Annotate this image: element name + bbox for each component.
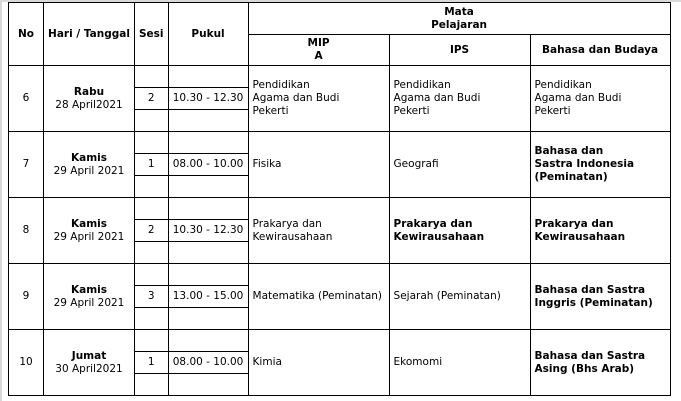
- row-sesi-empty-cell: [135, 132, 169, 154]
- row-subject-bahasa-line: Kewirausahaan: [534, 230, 626, 243]
- row-no-cell: 7: [9, 132, 44, 198]
- row-subject-bahasa-line: Asing (Bhs Arab): [534, 362, 635, 375]
- row-hari-tanggal-cell: [44, 330, 135, 396]
- row-day: Kamis: [70, 217, 107, 230]
- row-date: 29 April 2021: [53, 164, 125, 177]
- row-day: Kamis: [70, 283, 107, 296]
- row-pukul-empty-cell: [168, 66, 248, 88]
- row-day: Rabu: [73, 85, 105, 98]
- row-subject-mipa-line: Pekerti: [252, 105, 289, 117]
- row-subject-mipa: [248, 330, 389, 396]
- row-subject-mipa: [248, 264, 389, 330]
- row-subject-mipa-line: Kewirausahaan: [252, 230, 333, 243]
- row-subject-ips-line: Sejarah (Peminatan): [393, 290, 501, 302]
- row-pukul-cell: 10.30 - 12.30: [168, 220, 248, 242]
- header-mata-pelajaran-line2: Pelajaran: [431, 18, 488, 31]
- table-row: [9, 66, 671, 88]
- row-subject-bahasa: [530, 264, 670, 330]
- row-day: Jumat: [71, 349, 107, 362]
- row-subject-bahasa-line: Bahasa dan Sastra: [534, 283, 646, 296]
- row-pukul-cell: 10.30 - 12.30: [168, 88, 248, 110]
- table-row: [9, 264, 671, 286]
- table-row: [9, 198, 671, 220]
- row-pukul-empty-cell: [168, 308, 248, 330]
- row-subject-bahasa: [530, 330, 670, 396]
- row-date: 29 April 2021: [53, 296, 125, 309]
- row-subject-bahasa-line: Sastra Indonesia: [534, 158, 635, 170]
- row-subject-mipa-line: Pendidikan: [252, 79, 310, 91]
- row-pukul-empty-cell: [168, 330, 248, 352]
- row-sesi-empty-cell: [135, 308, 169, 330]
- row-pukul-cell: 13.00 - 15.00: [168, 286, 248, 308]
- row-sesi-empty-cell: [135, 264, 169, 286]
- row-subject-bahasa: [530, 66, 670, 132]
- row-date: 28 April2021: [55, 98, 123, 111]
- header-mata-pelajaran-line1: Mata: [444, 5, 474, 18]
- header-no: No: [9, 3, 44, 66]
- row-subject-mipa-line: Kimia: [252, 356, 282, 368]
- row-subject-bahasa-line: Bahasa dan: [534, 145, 604, 157]
- table-row: [9, 330, 671, 352]
- row-sesi-empty-cell: [135, 242, 169, 264]
- row-subject-mipa-line: Matematika (Peminatan): [252, 290, 383, 302]
- row-subject-bahasa-line: (Peminatan): [534, 171, 608, 183]
- row-subject-mipa: [248, 66, 389, 132]
- row-hari-tanggal-cell: [44, 264, 135, 330]
- row-subject-ips: [389, 198, 530, 264]
- row-subject-ips-line: Agama dan Budi: [393, 92, 481, 104]
- row-sesi-cell: 3: [135, 286, 169, 308]
- header-ips: IPS: [389, 35, 530, 66]
- row-sesi-empty-cell: [135, 110, 169, 132]
- row-subject-mipa-line: Agama dan Budi: [252, 92, 340, 104]
- row-pukul-empty-cell: [168, 110, 248, 132]
- row-pukul-empty-cell: [168, 374, 248, 396]
- row-date: 30 April2021: [55, 362, 123, 375]
- row-pukul-cell: 08.00 - 10.00: [168, 352, 248, 374]
- header-sesi: Sesi: [135, 3, 169, 66]
- header-bahasa-budaya: Bahasa dan Budaya: [530, 35, 670, 66]
- row-subject-ips-line: Prakarya dan: [393, 217, 473, 230]
- row-subject-mipa: [248, 198, 389, 264]
- row-subject-ips: [389, 330, 530, 396]
- row-subject-ips: [389, 66, 530, 132]
- row-hari-tanggal-cell: [44, 198, 135, 264]
- row-subject-bahasa-line: Prakarya dan: [534, 217, 614, 230]
- row-sesi-empty-cell: [135, 330, 169, 352]
- table-row: [9, 132, 671, 154]
- row-no-cell: 6: [9, 66, 44, 132]
- header-pukul: Pukul: [168, 3, 248, 66]
- row-date: 29 April 2021: [53, 230, 125, 243]
- header-mipa: [248, 35, 389, 66]
- row-hari-tanggal-cell: [44, 132, 135, 198]
- row-no-cell: 10: [9, 330, 44, 396]
- row-subject-bahasa-line: Pendidikan: [534, 79, 592, 91]
- header-mata-pelajaran: [248, 3, 670, 35]
- row-subject-ips: [389, 264, 530, 330]
- row-subject-bahasa-line: Agama dan Budi: [534, 92, 622, 104]
- row-subject-bahasa-line: Pekerti: [534, 105, 571, 117]
- row-subject-ips-line: Ekomomi: [393, 356, 443, 368]
- header-hari-tanggal: Hari / Tanggal: [44, 3, 135, 66]
- row-subject-mipa-line: Prakarya dan: [252, 217, 322, 230]
- row-subject-ips-line: Pendidikan: [393, 79, 451, 91]
- row-subject-mipa-line: Fisika: [252, 158, 282, 170]
- row-pukul-cell: 08.00 - 10.00: [168, 154, 248, 176]
- row-sesi-empty-cell: [135, 176, 169, 198]
- row-hari-tanggal-cell: [44, 66, 135, 132]
- row-subject-bahasa: [530, 132, 670, 198]
- row-pukul-empty-cell: [168, 264, 248, 286]
- header-mipa-line2: A: [314, 50, 323, 62]
- sheet-edge-left: [0, 0, 2, 401]
- exam-schedule-table: [8, 2, 671, 396]
- row-pukul-empty-cell: [168, 242, 248, 264]
- row-subject-ips-line: Geografi: [393, 158, 439, 170]
- row-no-cell: 8: [9, 198, 44, 264]
- row-pukul-empty-cell: [168, 176, 248, 198]
- row-subject-ips-line: Kewirausahaan: [393, 230, 485, 243]
- row-subject-bahasa-line: Inggris (Peminatan): [534, 296, 653, 309]
- row-sesi-cell: 2: [135, 220, 169, 242]
- row-sesi-empty-cell: [135, 198, 169, 220]
- row-no-cell: 9: [9, 264, 44, 330]
- row-pukul-empty-cell: [168, 132, 248, 154]
- row-subject-bahasa-line: Bahasa dan Sastra: [534, 349, 646, 362]
- row-subject-ips-line: Pekerti: [393, 105, 430, 117]
- row-sesi-cell: 1: [135, 154, 169, 176]
- row-sesi-empty-cell: [135, 66, 169, 88]
- row-pukul-empty-cell: [168, 198, 248, 220]
- row-sesi-cell: 2: [135, 88, 169, 110]
- row-day: Kamis: [70, 151, 107, 164]
- header-mipa-line1: MIP: [307, 37, 330, 49]
- row-subject-bahasa: [530, 198, 670, 264]
- row-sesi-cell: 1: [135, 352, 169, 374]
- row-subject-mipa: [248, 132, 389, 198]
- row-sesi-empty-cell: [135, 374, 169, 396]
- row-subject-ips: [389, 132, 530, 198]
